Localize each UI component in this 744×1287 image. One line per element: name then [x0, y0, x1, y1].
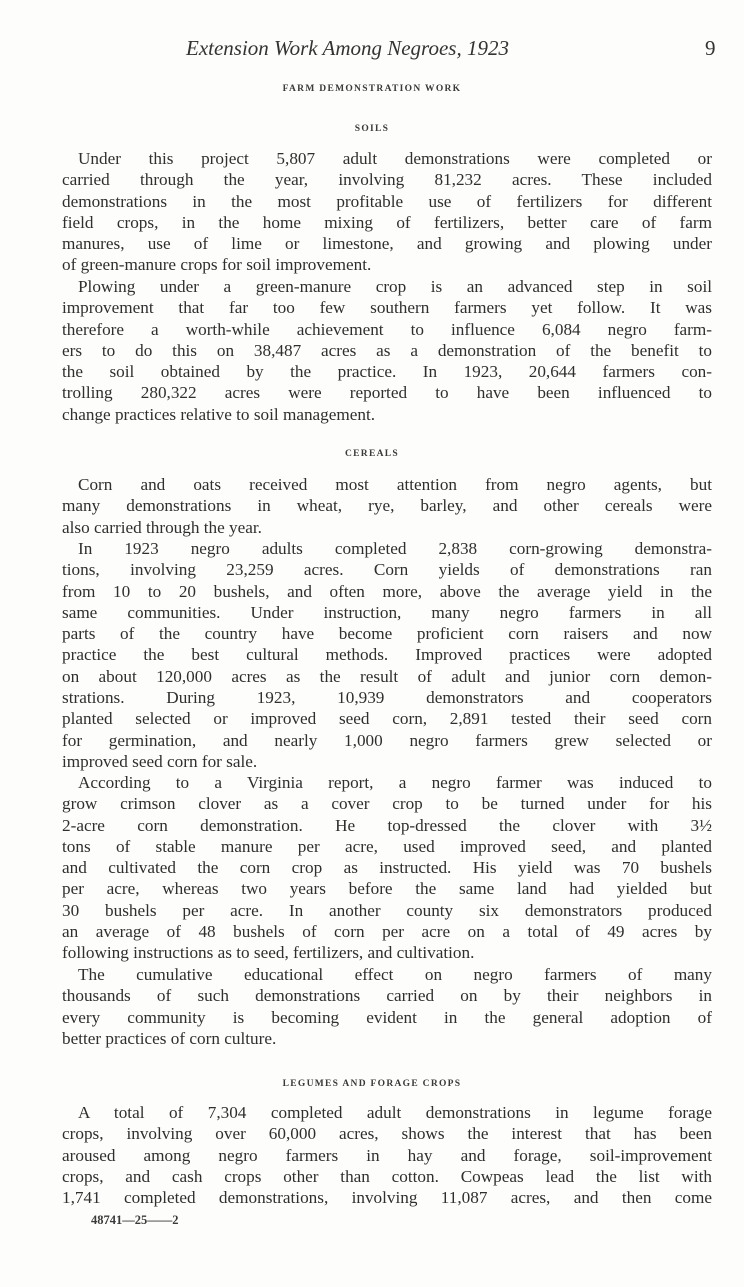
- text-line: practice the best cultural methods. Improved practices were adopted: [62, 645, 712, 665]
- text-line: tions, involving 23,259 acres. Corn yields of demonstrations ran: [62, 560, 712, 580]
- text-line: field crops, in the home mixing of fertilizers, better care of farm: [62, 212, 712, 232]
- text-line: improved seed corn for sale.: [62, 751, 258, 771]
- text-line: grow crimson clover as a cover crop to be turned under for his: [62, 794, 712, 814]
- text-line: per acre, whereas two years before the same land had yielded but: [62, 879, 712, 899]
- text-line: thousands of such demonstrations carried on by their neighbors in: [62, 986, 712, 1006]
- section-heading-cereals: CEREALS: [345, 449, 399, 459]
- soils-paragraph-1: [62, 148, 712, 276]
- text-line: Corn and oats received most attention from negro agents, but: [78, 475, 712, 494]
- text-line: demonstrations in the most profitable use of fertilizers for different: [62, 191, 712, 211]
- cereals-paragraph-1: [62, 474, 712, 538]
- text-line: In 1923 negro adults completed 2,838 corn-growing demonstra-: [78, 539, 712, 558]
- text-line: carried through the year, involving 81,232 acres. These included: [62, 170, 712, 190]
- text-line: change practices relative to soil management.: [62, 404, 376, 424]
- text-line: 2-acre corn demonstration. He top-dressed the clover with 3½: [62, 815, 712, 835]
- legumes-paragraph-1: [62, 1102, 712, 1208]
- text-line: therefore a worth-while achievement to influence 6,084 negro farm-: [62, 319, 712, 339]
- text-line: manures, use of lime or limestone, and growing and plowing under: [62, 234, 712, 254]
- text-line: planted selected or improved seed corn, 2,891 tested their seed corn: [62, 709, 712, 729]
- page-number: 9: [705, 36, 716, 60]
- text-line: an average of 48 bushels of corn per acre on a total of 49 acres by: [62, 922, 712, 942]
- text-line: parts of the country have become proficient corn raisers and now: [62, 624, 712, 644]
- section-heading-farm-demonstration: FARM DEMONSTRATION WORK: [282, 84, 462, 94]
- text-line: for germination, and nearly 1,000 negro farmers grew selected or: [62, 730, 712, 750]
- text-line: many demonstrations in wheat, rye, barley, and other cereals were: [62, 496, 712, 516]
- text-line: every community is becoming evident in the general adoption of: [62, 1007, 712, 1027]
- text-line: A total of 7,304 completed adult demonstrations in legume forage: [78, 1103, 712, 1122]
- text-line: on about 120,000 acres as the result of adult and junior corn demon-: [62, 666, 712, 686]
- text-line: same communities. Under instruction, many negro farmers in all: [62, 602, 712, 622]
- text-line: also carried through the year.: [62, 517, 262, 537]
- text-line: trolling 280,322 acres were reported to have been influenced to: [62, 383, 712, 403]
- text-line: ers to do this on 38,487 acres as a demonstration of the benefit to: [62, 340, 712, 360]
- text-line: 1,741 completed demonstrations, involving 11,087 acres, and then come: [62, 1188, 712, 1208]
- text-line: and cultivated the corn crop as instructed. His yield was 70 bushels: [62, 858, 712, 878]
- cereals-paragraph-2: [62, 538, 712, 772]
- text-line: better practices of corn culture.: [62, 1028, 277, 1048]
- section-heading-legumes: LEGUMES AND FORAGE CROPS: [282, 1079, 462, 1089]
- running-head: [0, 36, 744, 60]
- section-heading-soils: SOILS: [354, 124, 390, 134]
- cereals-paragraph-3: [62, 772, 712, 964]
- text-line: tons of stable manure per acre, used improved seed, and planted: [62, 836, 712, 856]
- printer-signature: 48741—25——2: [91, 1213, 179, 1227]
- text-line: Under this project 5,807 adult demonstrations were completed or: [78, 149, 712, 168]
- cereals-paragraph-4: [62, 964, 712, 1049]
- text-line: strations. During 1923, 10,939 demonstrators and cooperators: [62, 688, 712, 708]
- soils-paragraph-2: [62, 276, 712, 425]
- text-line: crops, involving over 60,000 acres, shows the interest that has been: [62, 1124, 712, 1144]
- text-line: from 10 to 20 bushels, and often more, above the average yield in the: [62, 581, 712, 601]
- text-line: improvement that far too few southern farmers yet follow. It was: [62, 298, 712, 318]
- text-line: According to a Virginia report, a negro farmer was induced to: [78, 773, 712, 792]
- text-line: The cumulative educational effect on negro farmers of many: [78, 965, 712, 984]
- text-line: following instructions as to seed, fertilizers, and cultivation.: [62, 943, 475, 963]
- text-line: 30 bushels per acre. In another county six demonstrators produced: [62, 900, 712, 920]
- text-line: aroused among negro farmers in hay and forage, soil-improvement: [62, 1145, 712, 1165]
- text-line: Plowing under a green-manure crop is an advanced step in soil: [78, 277, 712, 296]
- text-line: crops, and cash crops other than cotton. Cowpeas lead the list with: [62, 1166, 712, 1186]
- text-line: the soil obtained by the practice. In 1923, 20,644 farmers con-: [62, 362, 712, 382]
- running-title: Extension Work Among Negroes, 1923: [186, 36, 509, 60]
- text-line: of green-manure crops for soil improvement.: [62, 255, 372, 275]
